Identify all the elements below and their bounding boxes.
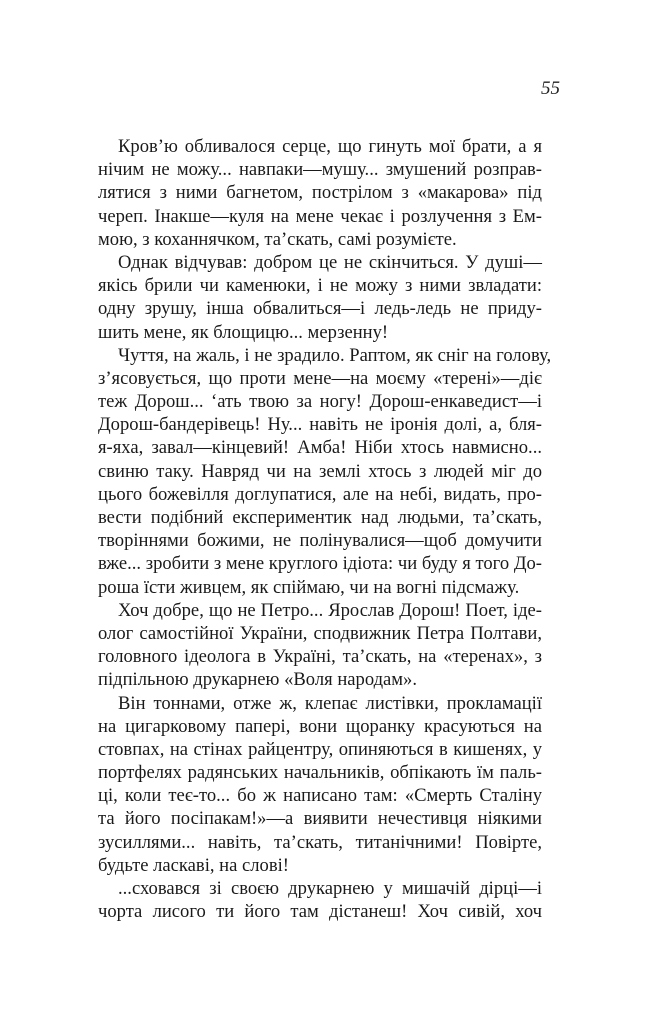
text-line: вже... зробити з мене круглого ідіота: чи буду я того До- (98, 553, 542, 575)
text-line: зусиллями... навіть, та’скать, титанічними! Повірте, (98, 831, 542, 853)
text-line: якісь брили чи каменюки, і не можу з ними звладати: (98, 275, 542, 297)
text-line: одну зрушу, інша обвалиться—і ледь-ледь не приду- (98, 298, 542, 320)
text-line: будьте ласкаві, на слові! (98, 854, 289, 876)
text-line: та його посіпакам!»—а виявити нечестивця ніякими (98, 808, 542, 830)
text-line: Кров’ю обливалося серце, що гинуть мої брати, а я (118, 136, 542, 157)
text-line: череп. Інакше—куля на мене чекає і розлучення з Ем- (98, 205, 542, 227)
text-line: теж Дорош... ‘ать твою за ногу! Дорош-енкаведист—і (98, 391, 542, 413)
text-line: цього божевілля доглупатися, але на небі, видать, про- (98, 483, 542, 505)
paragraph-4 (98, 599, 542, 692)
text-line: портфелях радянських начальників, обпікають їм паль- (98, 762, 542, 784)
text-line: нічим не можу... навпаки—мушу... змушений розправ- (98, 159, 542, 181)
text-line: з’ясовується, що проти мене—на моєму «терені»—діє (98, 367, 542, 389)
text-line: на цигарковому папері, вони щоранку красуються на (98, 715, 542, 737)
paragraph-6 (98, 877, 542, 923)
text-line: ці, коли теє-то... бо ж написано там: «Смерть Сталіну (98, 785, 542, 807)
text-line: Хоч добре, що не Петро... Ярослав Дорош! Поет, іде- (118, 599, 542, 621)
text-line: Дорош-бандерівець! Ну... навіть не іронія долі, а, бля- (98, 414, 542, 436)
text-line: стовпах, на стінах райцентру, опиняються в кишенях, у (98, 738, 542, 760)
paragraph-5 (98, 692, 542, 878)
paragraph-2 (98, 251, 542, 344)
text-line: свиню таку. Навряд чи на землі хтось з людей міг до (98, 460, 542, 482)
page-number: 55 (541, 78, 560, 99)
text-line: Він тоннами, отже ж, клепає листівки, прокламації (118, 692, 542, 714)
text-line: я-яха, завал—кінцевий! Амба! Ніби хтось навмисно... (98, 437, 542, 459)
text-line: Чуття, на жаль, і не зрадило. Раптом, як сніг на голову, (118, 344, 552, 366)
text-line: лятися з ними багнетом, пострілом з «макарова» під (98, 182, 542, 204)
text-line: мою, з коханнячком, та’скать, самі розумієте. (98, 228, 457, 250)
text-line: головного ідеолога в Україні, та’скать, на «теренах», з (98, 646, 542, 668)
paragraph-3 (98, 344, 552, 599)
text-body (98, 135, 552, 923)
text-line: творіннями божими, не полінувалися—щоб домучити (98, 530, 542, 552)
text-line: підпільною друкарнею «Воля народам». (98, 669, 418, 691)
text-line: Однак відчував: добром це не скінчиться. У душі— (118, 251, 542, 273)
text-line: чорта лисого ти його там дістанеш! Хоч сивій, хоч (98, 901, 542, 923)
text-line: вести подібний експериментик над людьми, та’скать, (98, 507, 542, 528)
text-line: олог самостійної України, сподвижник Петра Полтави, (98, 622, 542, 644)
text-line: шить мене, як блощицю... мерзенну! (98, 321, 389, 343)
text-line: роша їсти живцем, як спіймаю, чи на вогні підсмажу. (98, 576, 520, 598)
text-line: ...сховався зі своєю друкарнею у мишачій дірці—і (118, 878, 542, 899)
paragraph-1 (98, 135, 542, 251)
